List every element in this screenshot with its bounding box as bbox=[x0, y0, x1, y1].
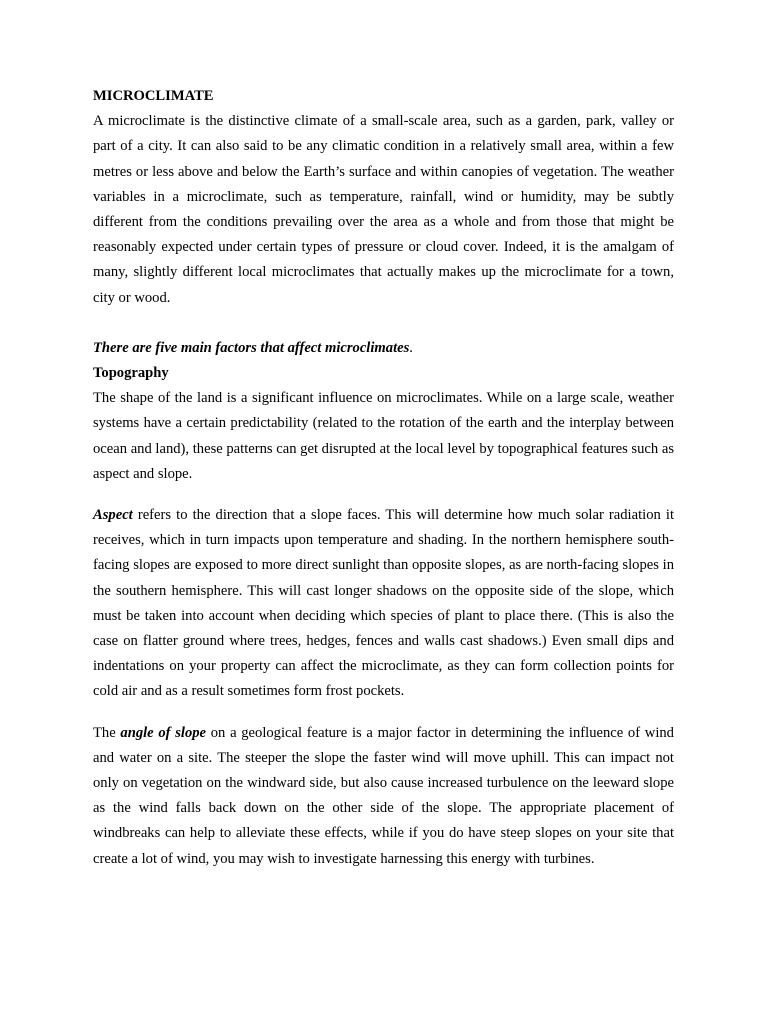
topography-heading: Topography bbox=[93, 365, 169, 382]
slope-paragraph bbox=[93, 721, 674, 872]
slope-prefix: The bbox=[93, 724, 121, 741]
document-title: MICROCLIMATE bbox=[93, 88, 214, 104]
factors-lead-paragraph bbox=[93, 336, 674, 361]
document-body bbox=[93, 84, 674, 872]
slope-term: angle of slope bbox=[120, 724, 207, 741]
factors-lead-text: There are five main factors that affect microclimates bbox=[93, 339, 410, 356]
aspect-text: refers to the direction that a slope faces. This will determine how much solar radiation it receives, which in turn impacts upon temperature and shading. In the northern hemisphere south-facing slopes are exposed to more direct sunlight than opposite slopes, as are north-facing slopes in the southern hemisphere. This will cast longer shadows on the opposite side of the slope, which must be taken into account when deciding which species of plant to place there. (This is also the case on flatter ground where trees, hedges, fences and walls cast shadows.) Even small dips and indentations on your property can affect the microclimate, as they can form collection points for cold air and as a result sometimes form frost pockets. bbox=[93, 507, 674, 700]
topography-paragraph: The shape of the land is a significant influence on microclimates. While on a large scale, weather systems have a certain predictability (related to the rotation of the earth and the interplay between ocean and land), these patterns can get disrupted at the local level by topographical features such as aspect and slope. bbox=[93, 390, 674, 482]
intro-paragraph: A microclimate is the distinctive climate of a small-scale area, such as a garden, park, valley or part of a city. It can also said to be any climatic condition in a relatively small area, within a few metres or less above and below the Earth’s surface and within canopies of vegetation. The weather variables in a microclimate, such as temperature, rainfall, wind or humidity, may be subtly different from the conditions prevailing over the area as a whole and from those that might be reasonably expected under certain types of pressure or cloud cover. Indeed, it is the amalgam of many, slightly different local microclimates that actually makes up the microclimate for a town, city or wood. bbox=[93, 113, 674, 306]
aspect-paragraph bbox=[93, 503, 674, 705]
factors-lead-period: . bbox=[409, 339, 413, 356]
aspect-term: Aspect bbox=[93, 507, 133, 524]
slope-text: on a geological feature is a major factor in determining the influence of wind and water on a site. The steeper the slope the faster wind will move uphill. This can impact not only on vegetation on the windward side, but also cause increased turbulence on the leeward slope as the wind falls back down on the other side of the slope. The appropriate placement of windbreaks can help to alleviate these effects, while if you do have steep slopes on your site that create a lot of wind, you may wish to investigate harnessing this energy with turbines. bbox=[93, 724, 674, 867]
